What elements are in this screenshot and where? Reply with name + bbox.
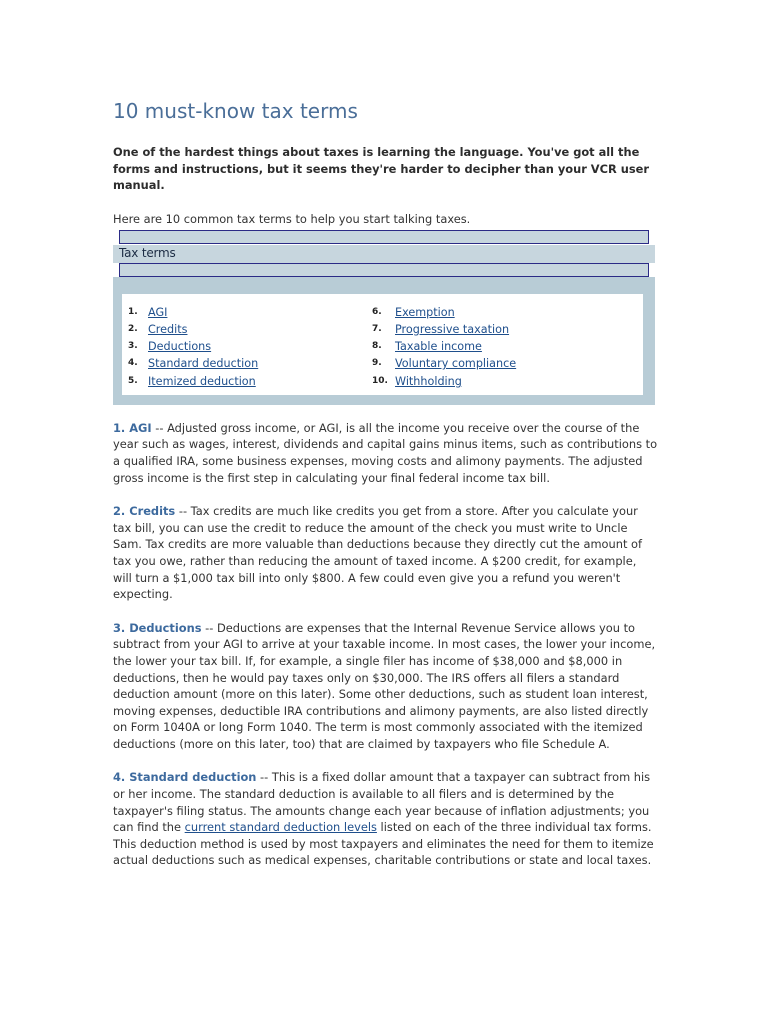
link-current-standard-deduction-levels[interactable]: current standard deduction levels bbox=[184, 820, 377, 835]
tax-terms-header bbox=[113, 245, 655, 263]
link-progressive-taxation[interactable]: Progressive taxation bbox=[395, 322, 510, 336]
section-deductions bbox=[113, 620, 658, 753]
list-number: 6. bbox=[372, 306, 382, 317]
term-heading: 3. Deductions bbox=[113, 620, 202, 635]
section-text: listed on each of the three individual tax forms. This deduction method is used by most taxpayers and eliminates the need for them to itemize actual deductions such as medical expenses, charitable contributions or state and local taxes. bbox=[113, 820, 654, 868]
list-number: 3. bbox=[128, 341, 138, 352]
box-bottom-bar bbox=[119, 263, 649, 277]
section-standard-deduction bbox=[113, 769, 658, 869]
tax-terms-heading: Tax terms bbox=[119, 245, 176, 260]
link-exemption[interactable]: Exemption bbox=[395, 305, 455, 319]
tax-terms-box bbox=[113, 230, 655, 400]
section-text: -- This is a fixed dollar amount that a taxpayer can subtract from his or her income. The standard deduction is available to all filers and is determined by the taxpayer's filing status. The amounts change each year because of inflation adjustments; you can find the bbox=[113, 770, 651, 835]
list-item bbox=[372, 355, 516, 372]
list-item bbox=[128, 373, 258, 390]
section-text: -- Deductions are expenses that the Internal Revenue Service allows you to subtract from your AGI to arrive at your taxable income. In most cases, the lower your income, the lower your tax bill. If, for example, a single filer has income of $38,000 and $8,000 in deductions, then he would pay taxes only on $30,000. The IRS offers all filers a standard deduction amount (more on this later). Some other deductions, such as student loan interest, moving expenses, deductible IRA contributions and alimony payments, are also listed directly on Form 1040A or long Form 1040. The term is most commonly associated with the itemized deductions (more on this later, too) that are claimed by taxpayers who file Schedule A. bbox=[113, 620, 656, 751]
list-item bbox=[372, 338, 516, 355]
list-number: 9. bbox=[372, 358, 382, 369]
link-voluntary-compliance[interactable]: Voluntary compliance bbox=[395, 357, 517, 371]
list-item bbox=[128, 321, 258, 338]
list-number: 1. bbox=[128, 306, 138, 317]
term-heading: 2. Credits bbox=[113, 504, 176, 519]
link-standard-deduction[interactable]: Standard deduction bbox=[148, 357, 259, 371]
link-withholding[interactable]: Withholding bbox=[395, 374, 462, 388]
list-item bbox=[372, 373, 516, 390]
term-heading: 4. Standard deduction bbox=[113, 770, 257, 785]
link-credits[interactable]: Credits bbox=[148, 322, 188, 336]
link-taxable-income[interactable]: Taxable income bbox=[395, 340, 482, 354]
intro-paragraph: Here are 10 common tax terms to help you start talking taxes. bbox=[113, 211, 471, 226]
section-text: -- Tax credits are much like credits you get from a store. After you calculate your tax bill, you can use the credit to reduce the amount of the check you must write to Uncle Sam. Tax credits are more valuable than deductions because they directly cut the amount of tax you owe, rather than reducing the amount of taxed income. A $200 credit, for example, will turn a $1,000 tax bill into only $800. A few could even give you a refund you weren't expecting. bbox=[113, 504, 643, 602]
list-item bbox=[128, 355, 258, 372]
link-deductions[interactable]: Deductions bbox=[148, 340, 212, 354]
section-text: -- Adjusted gross income, or AGI, is all the income you receive over the course of the year such as wages, interest, dividends and capital gains minus items, such as contributions to a qualified IRA, some business expenses, moving costs and alimony payments. The adjusted gross income is the first step in calculating your final federal income tax bill. bbox=[113, 420, 658, 485]
list-number: 2. bbox=[128, 323, 138, 334]
tax-terms-list bbox=[122, 294, 643, 395]
tax-terms-frame bbox=[113, 277, 655, 405]
list-number: 8. bbox=[372, 341, 382, 352]
list-item bbox=[128, 304, 258, 321]
tax-terms-left-column bbox=[128, 304, 258, 390]
section-agi bbox=[113, 420, 658, 486]
link-agi[interactable]: AGI bbox=[148, 305, 168, 319]
page-title: 10 must-know tax terms bbox=[113, 99, 358, 123]
section-credits bbox=[113, 503, 658, 603]
article bbox=[113, 98, 658, 869]
list-item bbox=[372, 321, 516, 338]
list-number: 7. bbox=[372, 323, 382, 334]
list-item bbox=[372, 304, 516, 321]
link-itemized-deduction[interactable]: Itemized deduction bbox=[148, 374, 256, 388]
list-number: 10. bbox=[372, 375, 388, 386]
list-number: 5. bbox=[128, 375, 138, 386]
list-number: 4. bbox=[128, 358, 138, 369]
lead-paragraph: One of the hardest things about taxes is learning the language. You've got all the forms and instructions, but it seems they're harder to decipher than your VCR user manual. bbox=[113, 145, 649, 193]
tax-terms-right-column bbox=[372, 304, 516, 390]
box-top-bar bbox=[119, 230, 649, 244]
list-item bbox=[128, 338, 258, 355]
term-heading: 1. AGI bbox=[113, 420, 152, 435]
